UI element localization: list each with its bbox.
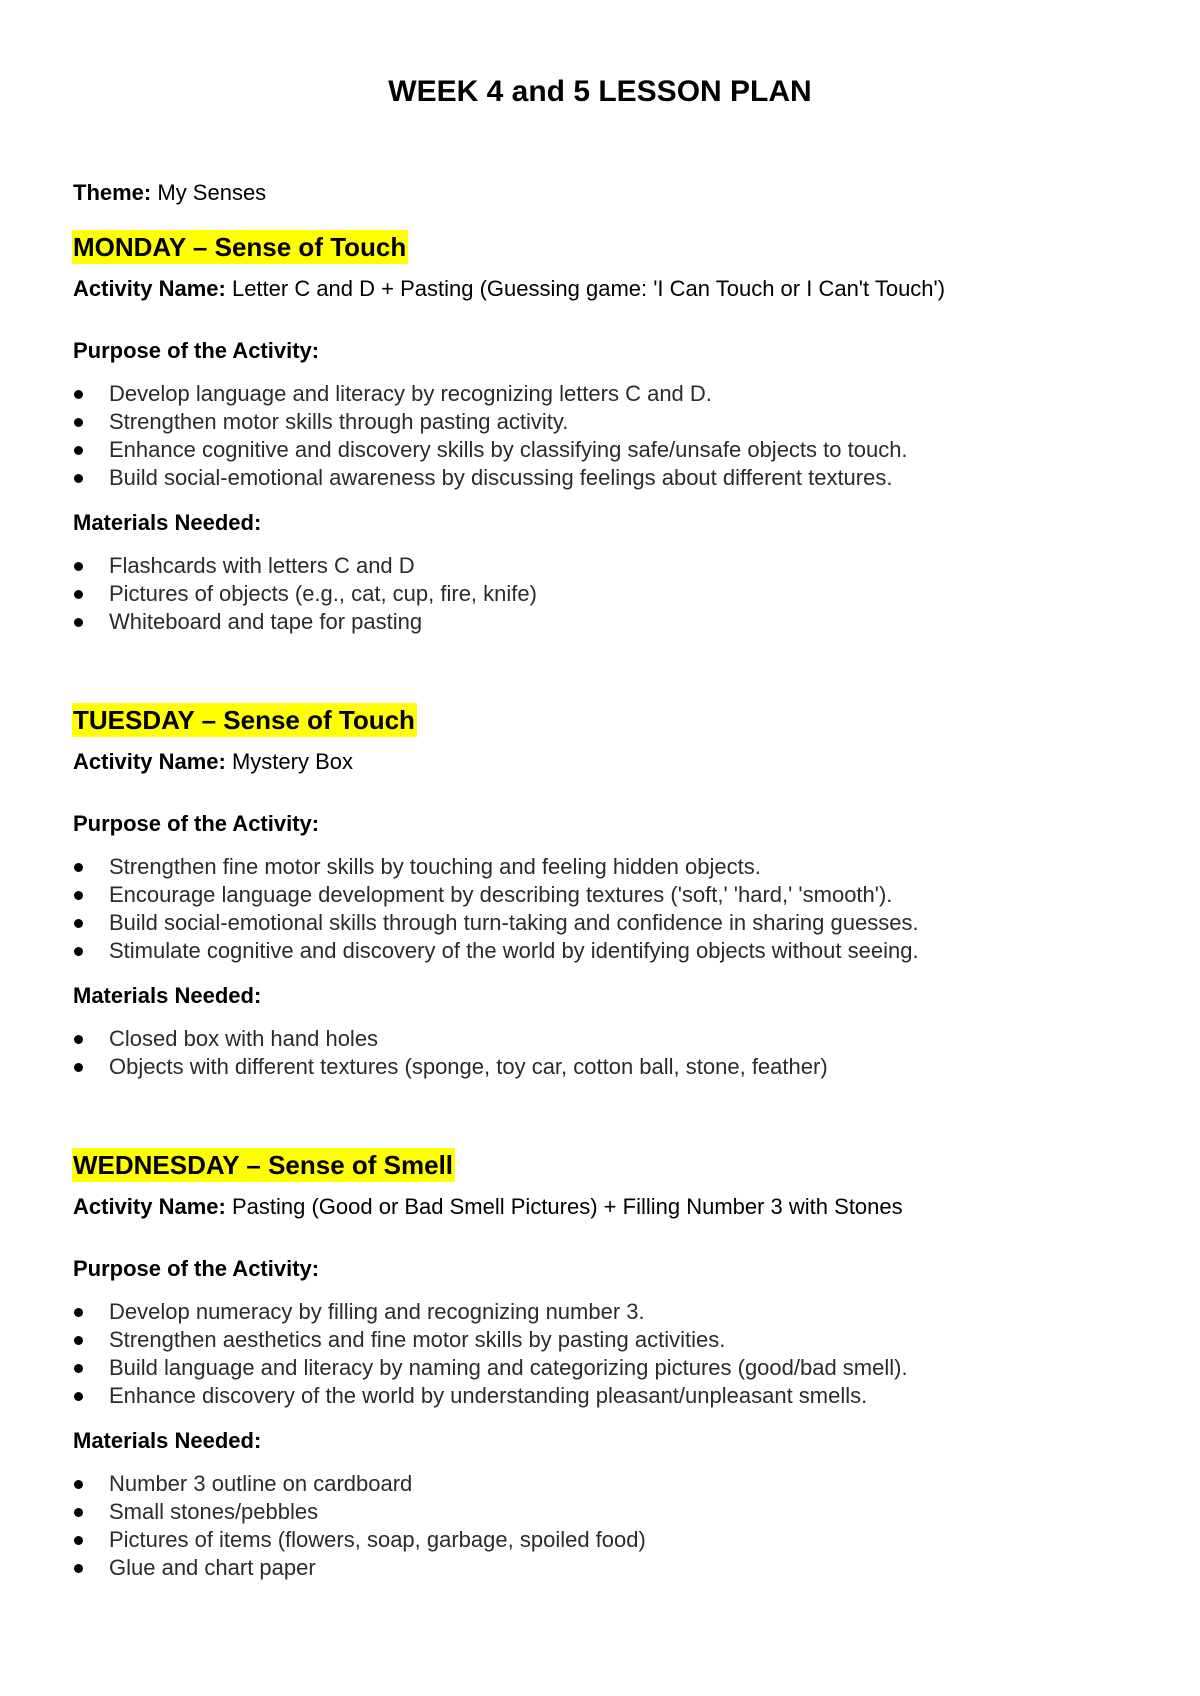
activity-name-line	[73, 747, 1173, 777]
bullet-icon	[74, 418, 83, 427]
bullet-icon	[74, 1392, 83, 1401]
list-item	[73, 1382, 1173, 1410]
day-section-tuesday	[73, 703, 1173, 1081]
list-item	[73, 1354, 1173, 1382]
day-heading: MONDAY – Sense of Touch	[73, 232, 407, 262]
purpose-heading: Purpose of the Activity:	[73, 338, 320, 363]
theme-value: My Senses	[151, 180, 267, 205]
list-item	[73, 909, 1173, 937]
list-item	[73, 1298, 1173, 1326]
list-item	[73, 436, 1173, 464]
list-item	[73, 1470, 1173, 1498]
activity-name-value: Pasting (Good or Bad Smell Pictures) + Filling Number 3 with Stones	[225, 1194, 903, 1219]
list-item-text: Strengthen fine motor skills by touching and feeling hidden objects.	[109, 854, 761, 879]
bullet-icon	[74, 947, 83, 956]
materials-list	[73, 1470, 1173, 1582]
list-item-text: Enhance cognitive and discovery skills by classifying safe/unsafe objects to touch.	[109, 437, 908, 462]
list-item	[73, 937, 1173, 965]
day-section-monday	[73, 230, 1173, 636]
list-item	[73, 608, 1173, 636]
list-item	[73, 1326, 1173, 1354]
materials-heading: Materials Needed:	[73, 510, 262, 535]
theme-line	[73, 178, 266, 208]
bullet-icon	[74, 891, 83, 900]
list-item	[73, 1053, 1173, 1081]
activity-name-label: Activity Name:	[73, 749, 226, 774]
day-heading: TUESDAY – Sense of Touch	[73, 705, 415, 735]
list-item-text: Flashcards with letters C and D	[109, 553, 415, 578]
day-section-wednesday	[73, 1148, 1173, 1582]
bullet-icon	[74, 863, 83, 872]
page-title: WEEK 4 and 5 LESSON PLAN	[388, 75, 812, 108]
list-item-text: Build language and literacy by naming and categorizing pictures (good/bad smell).	[109, 1355, 908, 1380]
purpose-heading: Purpose of the Activity:	[73, 1256, 320, 1281]
activity-name-line	[73, 1192, 1173, 1222]
list-item-text: Pictures of objects (e.g., cat, cup, fire, knife)	[109, 581, 537, 606]
list-item-text: Objects with different textures (sponge, toy car, cotton ball, stone, feather)	[109, 1054, 828, 1079]
list-item	[73, 380, 1173, 408]
materials-heading: Materials Needed:	[73, 1428, 262, 1453]
list-item-text: Build social-emotional skills through turn-taking and confidence in sharing guesses.	[109, 910, 919, 935]
theme-label: Theme:	[73, 180, 152, 205]
list-item	[73, 1025, 1173, 1053]
bullet-icon	[74, 390, 83, 399]
purpose-heading: Purpose of the Activity:	[73, 811, 320, 836]
list-item	[73, 1554, 1173, 1582]
bullet-icon	[74, 1536, 83, 1545]
activity-name-label: Activity Name:	[73, 1194, 226, 1219]
materials-heading: Materials Needed:	[73, 983, 262, 1008]
list-item-text: Enhance discovery of the world by understanding pleasant/unpleasant smells.	[109, 1383, 868, 1408]
list-item-text: Encourage language development by describing textures ('soft,' 'hard,' 'smooth').	[109, 882, 893, 907]
list-item-text: Strengthen motor skills through pasting activity.	[109, 409, 569, 434]
list-item-text: Develop language and literacy by recognizing letters C and D.	[109, 381, 712, 406]
bullet-icon	[74, 1508, 83, 1517]
list-item-text: Stimulate cognitive and discovery of the world by identifying objects without seeing.	[109, 938, 919, 963]
bullet-icon	[74, 446, 83, 455]
day-heading: WEDNESDAY – Sense of Smell	[73, 1150, 454, 1180]
bullet-icon	[74, 1308, 83, 1317]
activity-name-label: Activity Name:	[73, 276, 226, 301]
list-item-text: Closed box with hand holes	[109, 1026, 379, 1051]
list-item	[73, 580, 1173, 608]
purpose-list	[73, 1298, 1173, 1410]
list-item-text: Number 3 outline on cardboard	[109, 1471, 413, 1496]
bullet-icon	[74, 562, 83, 571]
list-item-text: Build social-emotional awareness by discussing feelings about different textures.	[109, 465, 893, 490]
list-item-text: Strengthen aesthetics and fine motor skills by pasting activities.	[109, 1327, 726, 1352]
list-item	[73, 853, 1173, 881]
activity-name-line	[73, 274, 1173, 304]
list-item	[73, 408, 1173, 436]
list-item-text: Develop numeracy by filling and recognizing number 3.	[109, 1299, 645, 1324]
bullet-icon	[74, 1564, 83, 1573]
bullet-icon	[74, 1063, 83, 1072]
bullet-icon	[74, 1480, 83, 1489]
bullet-icon	[74, 1364, 83, 1373]
bullet-icon	[74, 590, 83, 599]
materials-list	[73, 552, 1173, 636]
list-item	[73, 464, 1173, 492]
list-item	[73, 881, 1173, 909]
materials-list	[73, 1025, 1173, 1081]
list-item	[73, 552, 1173, 580]
bullet-icon	[74, 919, 83, 928]
bullet-icon	[74, 618, 83, 627]
list-item-text: Pictures of items (flowers, soap, garbage, spoiled food)	[109, 1527, 646, 1552]
activity-name-value: Letter C and D + Pasting (Guessing game: 'I Can Touch or I Can't Touch')	[225, 276, 946, 301]
bullet-icon	[74, 1336, 83, 1345]
purpose-list	[73, 853, 1173, 965]
bullet-icon	[74, 1035, 83, 1044]
purpose-list	[73, 380, 1173, 492]
bullet-icon	[74, 474, 83, 483]
list-item-text: Whiteboard and tape for pasting	[109, 609, 423, 634]
list-item	[73, 1526, 1173, 1554]
list-item	[73, 1498, 1173, 1526]
list-item-text: Glue and chart paper	[109, 1555, 316, 1580]
activity-name-value: Mystery Box	[225, 749, 353, 774]
list-item-text: Small stones/pebbles	[109, 1499, 319, 1524]
